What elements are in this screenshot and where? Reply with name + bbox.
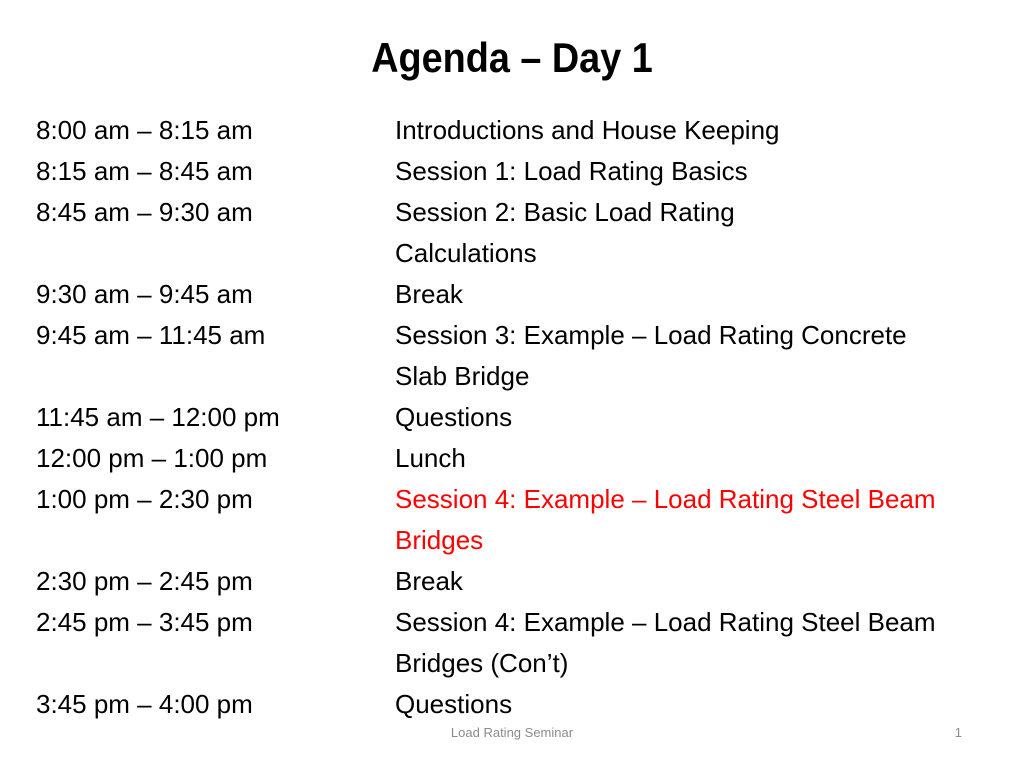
- agenda-event-highlighted: Session 4: Example – Load Rating Steel Beam Bridges: [395, 484, 936, 555]
- agenda-time: 8:00 am – 8:15 am: [36, 115, 253, 145]
- agenda-row: [36, 479, 1021, 561]
- agenda-row: [36, 561, 1021, 602]
- agenda-time: 9:30 am – 9:45 am: [36, 279, 253, 309]
- agenda-time: 1:00 pm – 2:30 pm: [36, 484, 253, 514]
- agenda-event: Break: [395, 279, 463, 309]
- agenda-time: 8:45 am – 9:30 am: [36, 197, 253, 227]
- agenda-row: [36, 110, 1021, 151]
- agenda-event: Questions: [395, 402, 513, 432]
- agenda-event: Break: [395, 566, 463, 596]
- agenda-row: [36, 438, 1021, 479]
- slide-footer: [0, 723, 1024, 743]
- agenda-event: Session 1: Load Rating Basics: [395, 156, 748, 186]
- agenda-event: Session 3: Example – Load Rating Concrete Slab Bridge: [395, 320, 907, 391]
- agenda-time: 12:00 pm – 1:00 pm: [36, 443, 268, 473]
- agenda-event: Session 2: Basic Load Rating Calculations: [395, 197, 735, 268]
- agenda-event: Introductions and House Keeping: [395, 115, 780, 145]
- agenda-list: [36, 110, 1021, 725]
- agenda-time: 2:45 pm – 3:45 pm: [36, 607, 253, 637]
- agenda-row: [36, 315, 1021, 397]
- agenda-time: 3:45 pm – 4:00 pm: [36, 689, 253, 719]
- agenda-time: 2:30 pm – 2:45 pm: [36, 566, 253, 596]
- slide-title: Agenda – Day 1: [371, 34, 653, 81]
- agenda-row: [36, 274, 1021, 315]
- agenda-time: 11:45 am – 12:00 pm: [36, 402, 280, 432]
- agenda-row: [36, 684, 1021, 725]
- agenda-row: [36, 192, 1021, 274]
- agenda-time: 9:45 am – 11:45 am: [36, 320, 266, 350]
- page-number: 1: [954, 725, 962, 740]
- agenda-event: Session 4: Example – Load Rating Steel Beam Bridges (Con’t): [395, 607, 936, 678]
- agenda-time: 8:15 am – 8:45 am: [36, 156, 253, 186]
- agenda-row: [36, 397, 1021, 438]
- footer-seminar-name: Load Rating Seminar: [450, 725, 574, 740]
- agenda-event: Questions: [395, 689, 513, 719]
- agenda-event: Lunch: [395, 443, 466, 473]
- agenda-row: [36, 602, 1021, 684]
- agenda-row: [36, 151, 1021, 192]
